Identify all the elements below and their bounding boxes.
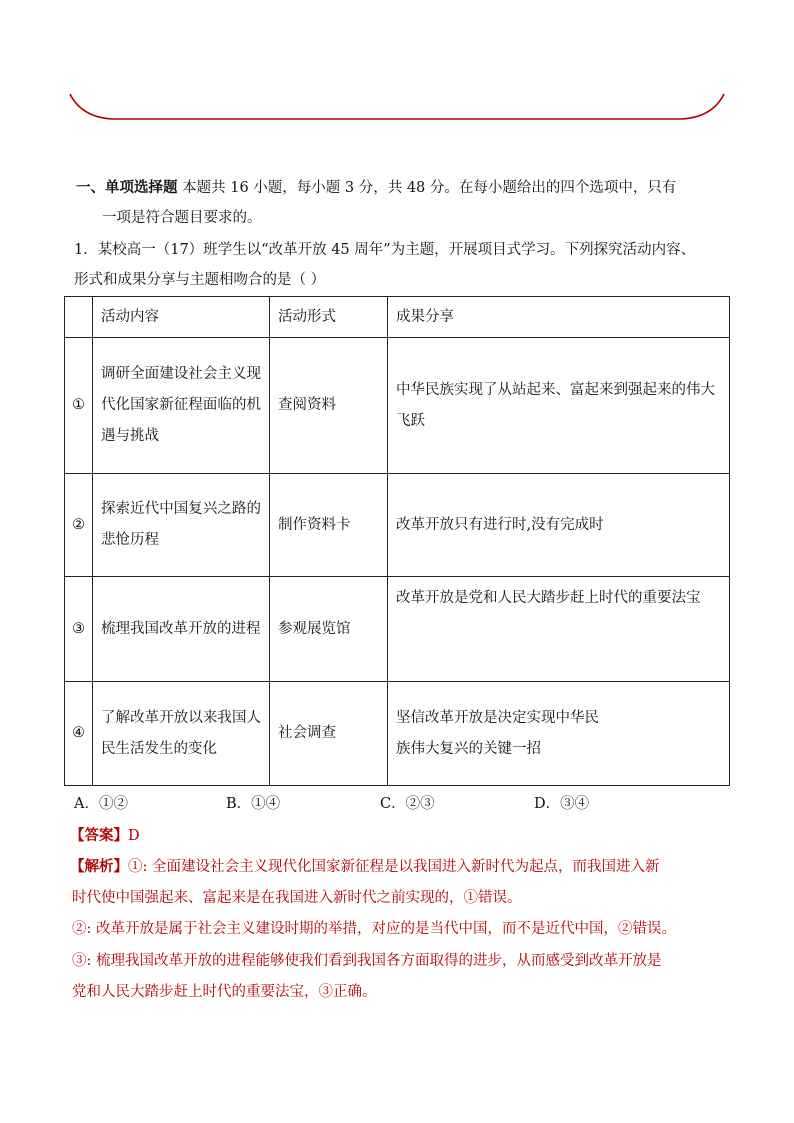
activity-form: 制作资料卡	[270, 474, 388, 577]
row-number: ③	[65, 577, 93, 682]
activity-content: 探索近代中国复兴之路的悲怆历程	[93, 474, 270, 577]
activity-content: 调研全面建设社会主义现代化国家新征程面临的机遇与挑战	[93, 338, 270, 474]
analysis-line	[70, 857, 660, 877]
activity-table	[64, 296, 730, 786]
activity-content: 了解改革开放以来我国人民生活发生的变化	[93, 682, 270, 786]
option-c: C．②③	[380, 796, 435, 812]
analysis-text: 党和人民大踏步赶上时代的重要法宝，③正确。	[72, 984, 377, 1000]
analysis-text: 时代使中国强起来、富起来是在我国进入新时代之前实现的，①错误。	[72, 890, 522, 906]
analysis-text: ②: 改革开放是属于社会主义建设时期的举措，对应的是当代中国，而不是近代中国，②错误。	[72, 921, 676, 937]
analysis-label: 【解析】	[70, 858, 128, 875]
analysis-text: ③: 梳理我国改革开放的进程能够使我们看到我国各方面取得的进步，从而感受到改革开放是	[72, 953, 662, 969]
table-header-cell	[65, 297, 93, 338]
activity-form: 参观展览馆	[270, 577, 388, 682]
activity-result: 改革开放只有进行时,没有完成时	[388, 474, 730, 577]
section-description-cont: 一项是符合题目要求的。	[102, 210, 262, 226]
table-header-cell: 成果分享	[388, 297, 730, 338]
answer-label: 【答案】	[70, 827, 128, 844]
table-header-cell: 活动内容	[93, 297, 270, 338]
table-row	[65, 474, 730, 577]
table-row	[65, 577, 730, 682]
question-stem: 1．某校高一（17）班学生以“改革开放 45 周年”为主题，开展项目式学习。下列探究活动内容、	[74, 242, 696, 258]
table-row	[65, 682, 730, 786]
row-number: ②	[65, 474, 93, 577]
activity-form: 查阅资料	[270, 338, 388, 474]
table-row	[65, 338, 730, 474]
section-title: 一、单项选择题	[76, 179, 178, 196]
section-description: 本题共 16 小题，每小题 3 分，共 48 分。在每小题给出的四个选项中，只有	[182, 180, 677, 196]
row-number: ①	[65, 338, 93, 474]
option-d: D．③④	[534, 796, 590, 812]
question-stem-cont: 形式和成果分享与主题相吻合的是（ ）	[74, 272, 326, 288]
section-heading	[76, 178, 676, 198]
table-header-row	[65, 297, 730, 338]
activity-content: 梳理我国改革开放的进程	[93, 577, 270, 682]
answer-value: D	[128, 828, 140, 844]
activity-result-line: 坚信改革开放是决定实现中华民	[396, 709, 599, 726]
activity-result-line: 族伟大复兴的关键一招	[396, 740, 541, 757]
option-a: A．①②	[74, 796, 128, 812]
activity-result: 改革开放是党和人民大踏步赶上时代的重要法宝	[388, 577, 730, 682]
header-decoration	[68, 92, 726, 128]
option-b: B．①④	[226, 796, 281, 812]
row-number: ④	[65, 682, 93, 786]
activity-result: 中华民族实现了从站起来、富起来到强起来的伟大飞跃	[388, 338, 730, 474]
answer-line	[70, 826, 140, 846]
analysis-text: ①: 全面建设社会主义现代化国家新征程是以我国进入新时代为起点，而我国进入新	[128, 859, 660, 875]
table-header-cell: 活动形式	[270, 297, 388, 338]
activity-form: 社会调查	[270, 682, 388, 786]
activity-result	[388, 682, 730, 786]
